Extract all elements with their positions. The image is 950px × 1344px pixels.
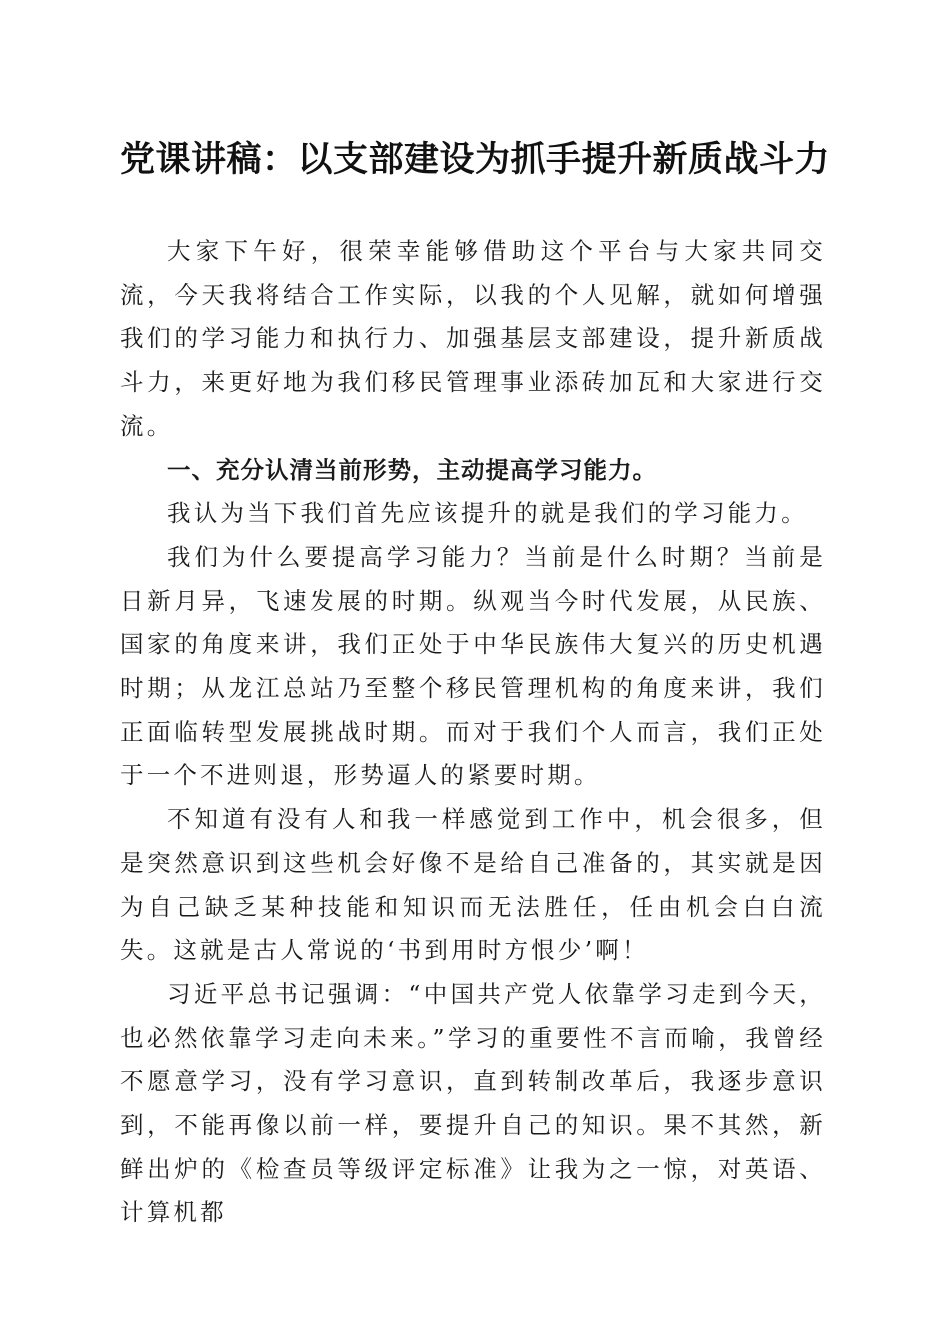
document-title: 党课讲稿：以支部建设为抓手提升新质战斗力 xyxy=(119,139,830,180)
paragraph-opportunities: 不知道有没有人和我一样感觉到工作中，机会很多，但是突然意识到这些机会好像不是给自己准备的，其实就是因为自己缺乏某种技能和知识而无法胜任，任由机会白白流失。这就是古人常说的‘书到用时方恨少’啊！ xyxy=(120,805,826,965)
paragraph-greeting: 大家下午好，很荣幸能够借助这个平台与大家共同交流，今天我将结合工作实际，以我的个人见解，就如何增强我们的学习能力和执行力、加强基层支部建设，提升新质战斗力，来更好地为我们移民管理事业添砖加瓦和大家进行交流。 xyxy=(120,237,826,440)
paragraph-why-learn: 我们为什么要提高学习能力？当前是什么时期？当前是日新月异，飞速发展的时期。纵观当今时代发展，从民族、国家的角度来讲，我们正处于中华民族伟大复兴的历史机遇时期；从龙江总站乃至整个移民管理机构的角度来讲，我们正面临转型发展挑战时期。而对于我们个人而言，我们正处于一个不进则退，形势逼人的紧要时期。 xyxy=(120,542,826,790)
document-body xyxy=(120,230,826,1235)
paragraph-xi-quote: 习近平总书记强调：“中国共产党人依靠学习走到今天，也必然依靠学习走向未来。”学习的重要性不言而喻，我曾经不愿意学习，没有学习意识，直到转制改革后，我逐步意识到，不能再像以前一样，要提升自己的知识。果不其然，新鲜出炉的《检查员等级评定标准》让我为之一惊，对英语、计算机都 xyxy=(120,979,826,1227)
section-heading-1: 一、充分认清当前形势，主动提高学习能力。 xyxy=(167,455,657,484)
paragraph-learning-ability: 我认为当下我们首先应该提升的就是我们的学习能力。 xyxy=(167,499,808,528)
